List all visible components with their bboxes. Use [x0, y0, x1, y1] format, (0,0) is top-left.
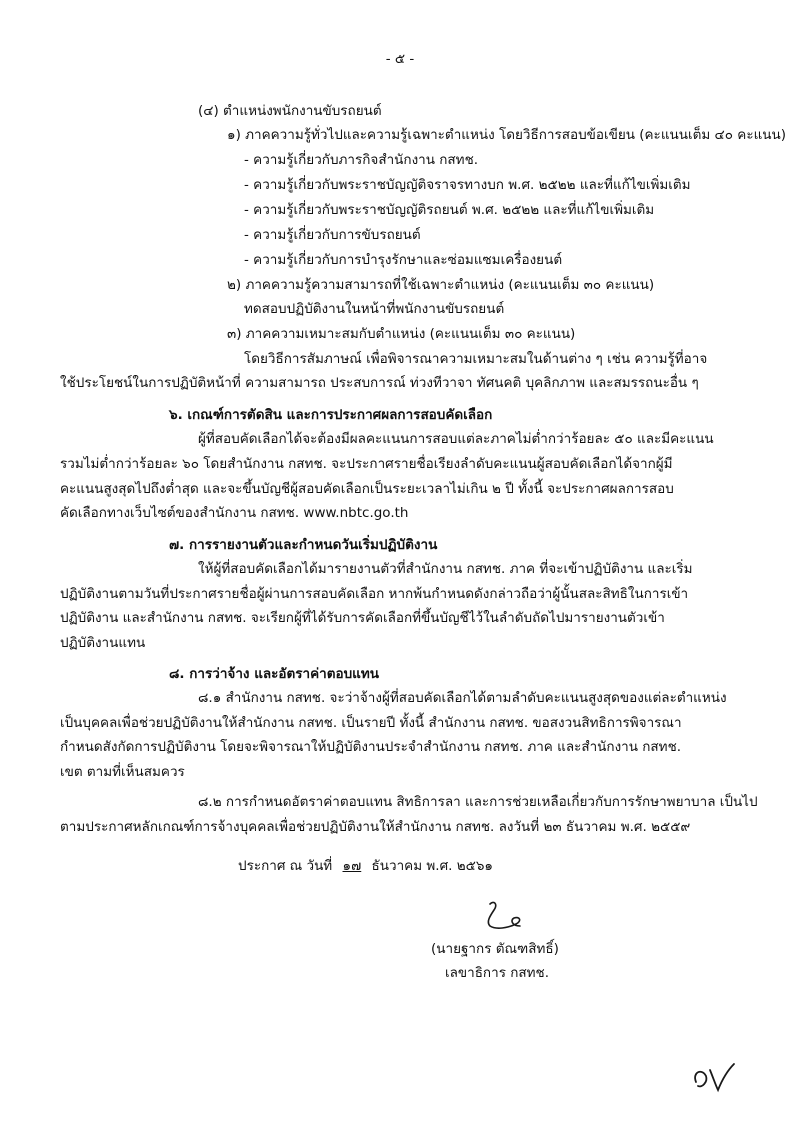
- section7-line: ปฏิบัติงานแทน: [60, 635, 146, 651]
- section8-para1-line: เป็นบุคคลเพื่อช่วยปฏิบัติงานให้สำนักงาน กสทช. เป็นรายปี ทั้งนี้ สำนักงาน กสทช. ขอสงวนสิทธิการพิจารณา: [60, 715, 682, 731]
- section4-part3-line: ใช้ประโยชน์ในการปฏิบัติหน้าที่ ความสามารถ ประสบการณ์ ท่วงทีวาจา ทัศนคติ บุคลิกภาพ และสมรรถนะอื่น ๆ: [60, 375, 699, 391]
- section8-para2-line: ๘.๒ การกำหนดอัตราค่าตอบแทน สิทธิการลา และการช่วยเหลือเกี่ยวกับการรักษาพยาบาล เป็นไป: [198, 794, 758, 810]
- section7-heading: ๗. การรายงานตัวและกำหนดวันเริ่มปฏิบัติงาน: [169, 537, 438, 553]
- section6-line: รวมไม่ต่ำกว่าร้อยละ ๖๐ โดยสำนักงาน กสทช. จะประกาศรายชื่อเรียงลำดับคะแนนผู้สอบคัดเลือกได้จากผู้มี: [60, 456, 673, 472]
- section8-para1-line: กำหนดสังกัดการปฏิบัติงาน โดยจะพิจารณาให้ปฏิบัติงานประจำสำนักงาน กสทช. ภาค และสำนักงาน กสทช.: [60, 739, 682, 755]
- section6-line: คะแนนสูงสุดไปถึงต่ำสุด และจะขึ้นบัญชีผู้สอบคัดเลือกเป็นระยะเวลาไม่เกิน ๒ ปี ทั้งนี้ จะประกาศผลการสอบ: [60, 481, 674, 497]
- section4-part2-title: ๒) ภาคความรู้ความสามารถที่ใช้เฉพาะตำแหน่ง (คะแนนเต็ม ๓๐ คะแนน): [227, 277, 655, 293]
- section6-line: คัดเลือกทางเว็บไซต์ของสำนักงาน กสทช. www.nbtc.go.th: [60, 505, 409, 521]
- section4-title: (๔) ตำแหน่งพนักงานขับรถยนต์: [198, 103, 382, 119]
- page-number: - ๕ -: [385, 51, 415, 67]
- section4-part1-title: ๑) ภาคความรู้ทั่วไปและความรู้เฉพาะตำแหน่ง โดยวิธีการสอบข้อเขียน (คะแนนเต็ม ๔๐ คะแนน): [227, 127, 786, 143]
- announcement-suffix: ธันวาคม พ.ศ. ๒๕๖๑: [371, 858, 493, 874]
- section4-part3-line: โดยวิธีการสัมภาษณ์ เพื่อพิจารณาความเหมาะสมในด้านต่าง ๆ เช่น ความรู้ที่อาจ: [244, 351, 708, 367]
- list-item: - ความรู้เกี่ยวกับการขับรถยนต์: [244, 227, 421, 243]
- section4-part2-detail: ทดสอบปฏิบัติงานในหน้าที่พนักงานขับรถยนต์: [244, 301, 505, 317]
- section7-line: ปฏิบัติงาน และสำนักงาน กสทช. จะเรียกผู้ที่ได้รับการคัดเลือกที่ขึ้นบัญชีไว้ในลำดับถัดไปมารายงานตัวเข้า: [60, 610, 665, 626]
- signatory-position: เลขาธิการ กสทช.: [445, 965, 549, 981]
- signatory-name: (นายฐากร ตัณฑสิทธิ์): [431, 941, 559, 957]
- announcement-day: ๑๗: [342, 858, 362, 874]
- list-item: - ความรู้เกี่ยวกับการบำรุงรักษาและซ่อมแซมเครื่องยนต์: [244, 252, 563, 268]
- section7-line: ให้ผู้ที่สอบคัดเลือกได้มารายงานตัวที่สำนักงาน กสทช. ภาค ที่จะเข้าปฏิบัติงาน และเริ่ม: [198, 561, 693, 577]
- handwritten-signature: [476, 896, 536, 936]
- list-item: - ความรู้เกี่ยวกับภารกิจสำนักงาน กสทช.: [244, 152, 479, 168]
- list-item: - ความรู้เกี่ยวกับพระราชบัญญัติจราจรทางบก พ.ศ. ๒๕๒๒ และที่แก้ไขเพิ่มเติม: [244, 177, 691, 193]
- announcement-prefix: ประกาศ ณ วันที่: [238, 858, 333, 874]
- section8-para1-line: เขต ตามที่เห็นสมควร: [60, 764, 185, 780]
- handwritten-initial: [688, 1058, 740, 1098]
- section8-heading: ๘. การว่าจ้าง และอัตราค่าตอบแทน: [169, 666, 380, 682]
- announcement-date: [238, 857, 493, 875]
- section7-line: ปฏิบัติงานตามวันที่ประกาศรายชื่อผู้ผ่านการสอบคัดเลือก หากพ้นกำหนดดังกล่าวถือว่าผู้นั้นสละสิทธิในการเข้า: [60, 586, 689, 602]
- section8-para1-line: ๘.๑ สำนักงาน กสทช. จะว่าจ้างผู้ที่สอบคัดเลือกได้ตามลำดับคะแนนสูงสุดของแต่ละตำแหน่ง: [198, 690, 727, 706]
- section4-part3-title: ๓) ภาคความเหมาะสมกับตำแหน่ง (คะแนนเต็ม ๓๐ คะแนน): [227, 326, 576, 342]
- section6-heading: ๖. เกณฑ์การตัดสิน และการประกาศผลการสอบคัดเลือก: [169, 407, 493, 423]
- list-item: - ความรู้เกี่ยวกับพระราชบัญญัติรถยนต์ พ.ศ. ๒๕๒๒ และที่แก้ไขเพิ่มเติม: [244, 202, 655, 218]
- section6-line: ผู้ที่สอบคัดเลือกได้จะต้องมีผลคะแนนการสอบแต่ละภาคไม่ต่ำกว่าร้อยละ ๕๐ และมีคะแนน: [198, 431, 714, 447]
- section8-para2-line: ตามประกาศหลักเกณฑ์การจ้างบุคคลเพื่อช่วยปฏิบัติงานให้สำนักงาน กสทช. ลงวันที่ ๒๓ ธันวาคม พ.ศ. ๒๕๕๙: [60, 819, 691, 835]
